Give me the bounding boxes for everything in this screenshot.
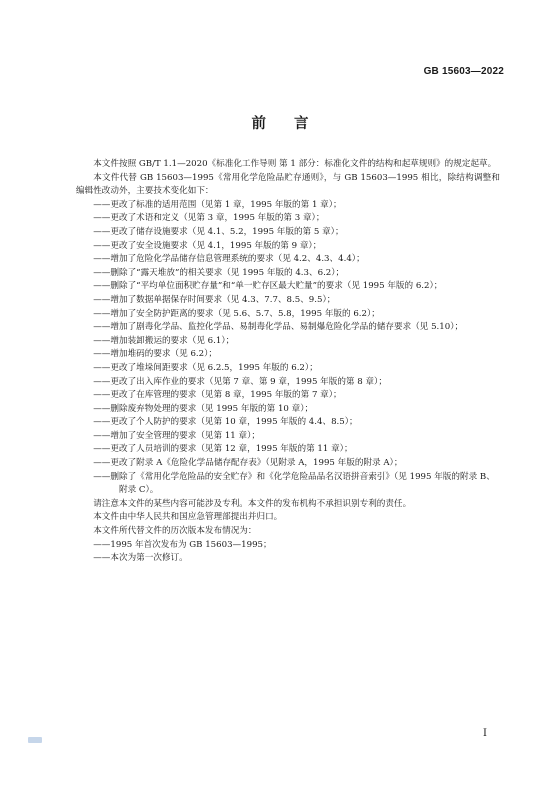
document-body xyxy=(76,158,500,566)
replaces-paragraph: 本文件代替 GB 15603—1995《常用化学危险品贮存通则》，与 GB 15603—1995 相比，除结构调整和编辑性改动外，主要技术变化如下： xyxy=(76,172,500,197)
list-item: ——更改了人员培训的要求（见第 12 章，1995 年版的第 11 章）； xyxy=(93,444,353,455)
list-item: ——增加了数据单据保存时间要求（见 4.3、7.7、8.5、9.5）； xyxy=(93,294,336,305)
list-item: ——更改了附录 A《危险化学品储存配存表》（见附录 A，1995 年版的附录 A）； xyxy=(93,458,403,469)
list-item: ——更改了在库管理的要求（见第 8 章，1995 年版的第 7 章）； xyxy=(93,390,342,401)
changes-list xyxy=(76,199,500,498)
list-item: ——增加了剧毒化学品、监控化学品、易制毒化学品、易制爆危险化学品的储存要求（见 5.10）； xyxy=(93,322,464,333)
page-number: I xyxy=(483,728,487,739)
list-item: ——删除了“露天堆放”的相关要求（见 1995 年版的 4.3、6.2）； xyxy=(93,267,345,278)
list-item: ——删除了“平均单位面积贮存量”和“单一贮存区最大贮量”的要求（见 1995 年版的 6.2）； xyxy=(93,281,443,292)
list-item: ——更改了术语和定义（见第 3 章，1995 年版的第 3 章）； xyxy=(93,213,325,224)
list-item: ——更改了储存设施要求（见 4.1、5.2，1995 年版的第 5 章）； xyxy=(93,226,344,237)
corner-mark xyxy=(28,737,42,743)
page-title: 前言 xyxy=(251,116,337,132)
list-item: ——增加了危险化学品储存信息管理系统的要求（见 4.2、4.3、4.4）； xyxy=(93,254,365,265)
list-item: ——增加装卸搬运的要求（见 6.1）； xyxy=(93,335,235,346)
list-item: ——更改了安全设施要求（见 4.1，1995 年版的第 9 章）； xyxy=(93,240,322,251)
list-item: ——增加了安全管理的要求（见第 11 章）； xyxy=(93,430,260,441)
history-list xyxy=(76,539,500,566)
list-item: ——更改了堆垛间距要求（见 6.2.5，1995 年版的 6.2）； xyxy=(93,362,318,373)
patent-notice: 请注意本文件的某些内容可能涉及专利。本文件的发布机构不承担识别专利的责任。 xyxy=(93,498,412,509)
list-item: ——增加堆码的要求（见 6.2）； xyxy=(93,349,218,360)
history-intro: 本文件所代替文件的历次版本发布情况为： xyxy=(93,526,257,537)
list-item: ——本次为第一次修订。 xyxy=(93,553,188,564)
list-item: ——更改了标准的适用范围（见第 1 章，1995 年版的第 1 章）； xyxy=(93,199,342,210)
proposer-statement: 本文件由中华人民共和国应急管理部提出并归口。 xyxy=(93,512,283,523)
intro-paragraph: 本文件按照 GB/T 1.1—2020《标准化工作导则 第 1 部分：标准化文件的结构和起草规则》的规定起草。 xyxy=(93,159,497,169)
list-item: ——删除废弃物处理的要求（见 1995 年版的第 10 章）； xyxy=(93,403,314,414)
standard-code: GB 15603—2022 xyxy=(423,66,504,77)
list-item: ——更改了个人防护的要求（见第 10 章，1995 年版的 4.4、8.5）； xyxy=(93,417,358,428)
list-item: ——1995 年首次发布为 GB 15603—1995； xyxy=(93,539,272,550)
list-item: ——更改了出入库作业的要求（见第 7 章、第 9 章，1995 年版的第 8 章）； xyxy=(93,376,387,387)
list-item: ——删除了《常用化学危险品的安全贮存》和《化学危险品品名汉语拼音索引》（见 1995 年版的附录 B、附录 C）。 xyxy=(93,471,495,496)
list-item: ——增加了安全防护距离的要求（见 5.6、5.7、5.8，1995 年版的 6.2）； xyxy=(93,308,380,319)
